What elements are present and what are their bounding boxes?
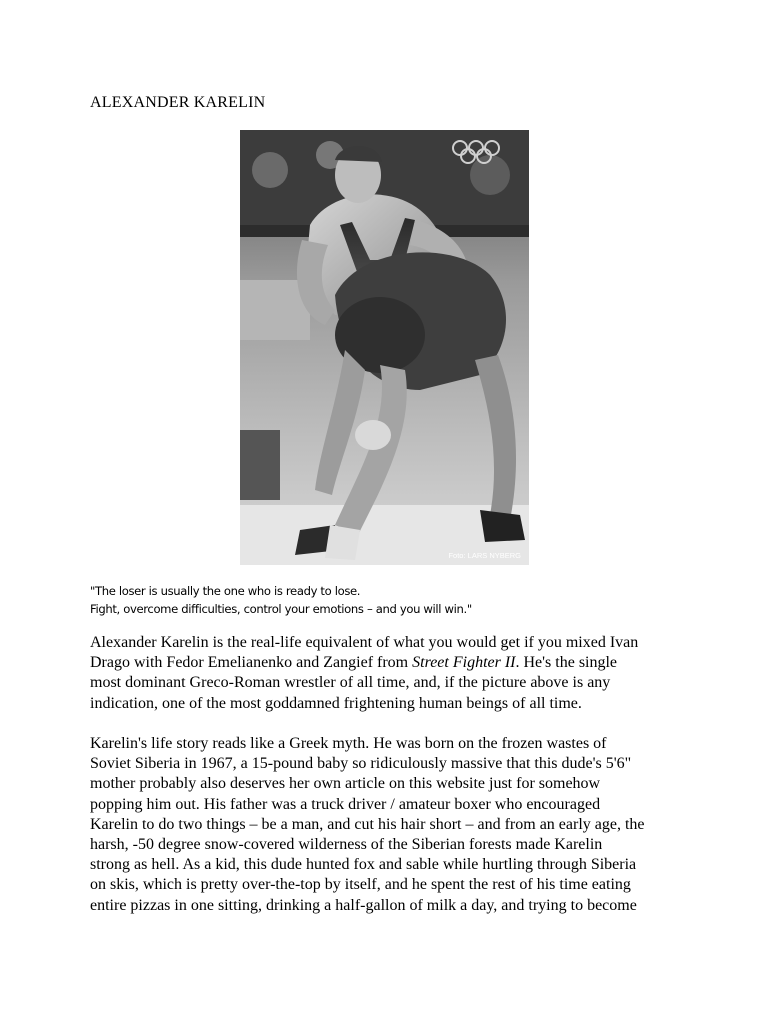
paragraph-line: Karelin's life story reads like a Greek myth. He was born on the frozen wastes of [90, 735, 607, 752]
paragraph-line: mother probably also deserves her own article on this website just for somehow [90, 775, 601, 793]
paragraph-line [90, 653, 690, 673]
paragraph-line: on skis, which is pretty over-the-top by itself, and he spent the rest of his time eating [90, 876, 631, 894]
wrestling-photo [240, 130, 529, 565]
game-title-italic: Street Fighter II [412, 654, 516, 672]
text-span: Drago with Fedor Emelianenko and Zangief from [90, 654, 413, 672]
photo-credit: Foto: LARS NYBERG [448, 551, 521, 560]
paragraph-line: Soviet Siberia in 1967, a 15-pound baby so ridiculously massive that this dude's 5'6" [90, 755, 632, 773]
paragraph-line: strong as hell. As a kid, this dude hunted fox and sable while hurtling through Siberia [90, 856, 637, 874]
quote-block [90, 583, 472, 618]
paragraph-line: popping him out. His father was a truck driver / amateur boxer who encouraged [90, 795, 601, 813]
paragraph-life-story [90, 734, 690, 916]
paragraph-line: Karelin to do two things – be a man, and cut his hair short – and from an early age, the [90, 815, 645, 833]
quote-line: Fight, overcome difficulties, control your emotions – and you will win." [90, 601, 472, 616]
paragraph-line: entire pizzas in one sitting, drinking a half-gallon of milk a day, and trying to become [90, 896, 637, 914]
text-span: . He's the single [515, 654, 618, 672]
paragraph-intro [90, 633, 690, 714]
paragraph-line: indication, one of the most goddamned frightening human beings of all time. [90, 694, 582, 712]
paragraph-line: harsh, -50 degree snow-covered wilderness of the Siberian forests made Karelin [90, 836, 603, 854]
wrestling-photo-illustration [240, 130, 529, 565]
quote-line: "The loser is usually the one who is ready to lose. [90, 584, 361, 598]
page-title: ALEXANDER KARELIN [90, 94, 266, 111]
paragraph-line: most dominant Greco-Roman wrestler of all time, and, if the picture above is any [90, 674, 611, 692]
paragraph-line: Alexander Karelin is the real-life equivalent of what you would get if you mixed Ivan [90, 634, 639, 651]
